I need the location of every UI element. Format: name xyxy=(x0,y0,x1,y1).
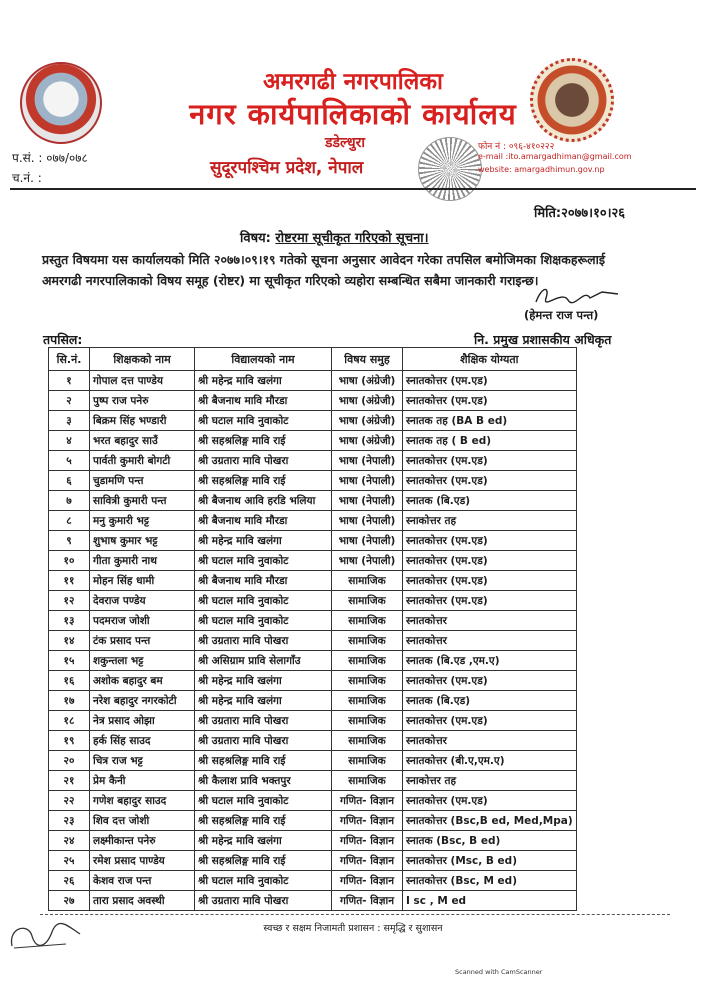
signature-mark xyxy=(532,284,622,308)
cell-subject: सामाजिक xyxy=(332,611,403,631)
cell-school: श्री सहश्रलिङ्ग मावि राई xyxy=(195,811,332,831)
cell-qualification: स्नातकोत्तर (एम.एड) xyxy=(403,391,577,411)
table-row xyxy=(49,691,577,711)
cell-school: श्री महेन्द्र मावि खलंगा xyxy=(195,691,332,711)
cell-sn: ७ xyxy=(49,491,90,511)
cell-sn: १० xyxy=(49,551,90,571)
cell-sn: २६ xyxy=(49,871,90,891)
cell-school: श्री उग्रतारा मावि पोखरा xyxy=(195,631,332,651)
cell-school: श्री उग्रतारा मावि पोखरा xyxy=(195,731,332,751)
cell-subject: सामाजिक xyxy=(332,671,403,691)
cell-teacher: अशोक बहादुर बम xyxy=(90,671,195,691)
table-row xyxy=(49,611,577,631)
cell-subject: सामाजिक xyxy=(332,711,403,731)
table-row xyxy=(49,791,577,811)
cell-qualification: स्नातक (Bsc, B ed) xyxy=(403,831,577,851)
cell-subject: सामाजिक xyxy=(332,751,403,771)
cell-school: श्री महेन्द्र मावि खलंगा xyxy=(195,531,332,551)
cell-qualification: स्नातकोत्तर (एम.एड) xyxy=(403,531,577,551)
cell-subject: सामाजिक xyxy=(332,771,403,791)
table-row xyxy=(49,431,577,451)
cell-teacher: पदमराज जोशी xyxy=(90,611,195,631)
cell-teacher: लक्ष्मीकान्त पनेरु xyxy=(90,831,195,851)
cell-sn: २१ xyxy=(49,771,90,791)
table-row xyxy=(49,771,577,791)
signer-designation: नि. प्रमुख प्रशासकीय अधिकृत xyxy=(474,332,612,347)
cell-teacher: मोहन सिंह धामी xyxy=(90,571,195,591)
cell-sn: ९ xyxy=(49,531,90,551)
cell-sn: ६ xyxy=(49,471,90,491)
cell-sn: १४ xyxy=(49,631,90,651)
cell-teacher: गीता कुमारी नाथ xyxy=(90,551,195,571)
cell-school: श्री बैजनाथ मावि मौरडा xyxy=(195,511,332,531)
table-row xyxy=(49,631,577,651)
footer-slogan: स्वच्छ र सक्षम निजामती प्रशासन : समृद्धि र सुशासन xyxy=(263,923,443,934)
signer-name: (हेमन्त राज पन्त) xyxy=(524,308,599,322)
cell-school: श्री महेन्द्र मावि खलंगा xyxy=(195,831,332,851)
cell-subject: सामाजिक xyxy=(332,631,403,651)
scanner-watermark: Scanned with CamScanner xyxy=(455,968,543,976)
annex-label: तपसिल: xyxy=(43,332,83,347)
cell-school: श्री सहश्रलिङ्ग मावि राई xyxy=(195,471,332,491)
cell-school: श्री महेन्द्र मावि खलंगा xyxy=(195,671,332,691)
table-row xyxy=(49,571,577,591)
cell-school: श्री घटाल मावि नुवाकोट xyxy=(195,871,332,891)
cell-qualification: स्नातकोत्तर (एम.एड) xyxy=(403,671,577,691)
province-name: सुदूरपश्चिम प्रदेश, नेपाल xyxy=(210,158,364,178)
cell-sn: ४ xyxy=(49,431,90,451)
table-row xyxy=(49,551,577,571)
cell-subject: भाषा (नेपाली) xyxy=(332,551,403,571)
table-row xyxy=(49,731,577,751)
cell-teacher: मनु कुमारी भट्ट xyxy=(90,511,195,531)
cell-qualification: स्नातकोत्तर xyxy=(403,631,577,651)
table-row xyxy=(49,491,577,511)
cell-school: श्री घटाल मावि नुवाकोट xyxy=(195,411,332,431)
cell-teacher: गणेश बहादुर साउद xyxy=(90,791,195,811)
cell-teacher: सावित्री कुमारी पन्त xyxy=(90,491,195,511)
cell-subject: सामाजिक xyxy=(332,731,403,751)
cell-qualification: स्नातक (बि.एड) xyxy=(403,691,577,711)
cell-subject: भाषा (नेपाली) xyxy=(332,451,403,471)
table-row xyxy=(49,671,577,691)
email-address: e-mail :ito.amargadhiman@gmail.com xyxy=(478,152,632,161)
cell-qualification: स्नातक (बि.एड ,एम.ए) xyxy=(403,651,577,671)
cell-school: श्री घटाल मावि नुवाकोट xyxy=(195,611,332,631)
cell-sn: ३ xyxy=(49,411,90,431)
col-header-subject: विषय समुह xyxy=(332,348,403,371)
cell-teacher: पुष्प राज पनेरु xyxy=(90,391,195,411)
cell-qualification: स्नातकोत्तर (एम.एड) xyxy=(403,451,577,471)
cell-teacher: शुभाष कुमार भट्ट xyxy=(90,531,195,551)
cell-qualification: स्नातकोत्तर (बी.ए,एम.ए) xyxy=(403,751,577,771)
cell-teacher: चित्र राज भट्ट xyxy=(90,751,195,771)
cell-school: श्री सहश्रलिङ्ग मावि राई xyxy=(195,751,332,771)
teacher-roster-table xyxy=(48,347,577,911)
cell-subject: सामाजिक xyxy=(332,591,403,611)
cell-school: श्री उग्रतारा मावि पोखरा xyxy=(195,451,332,471)
cell-school: श्री कैलाश प्रावि भक्तपुर xyxy=(195,771,332,791)
cell-sn: १३ xyxy=(49,611,90,631)
cell-qualification: स्नातकोत्तर xyxy=(403,611,577,631)
cell-qualification: स्नातकोत्तर (एम.एड) xyxy=(403,791,577,811)
letter-ref-ps: प.सं. : ०७७/०७८ xyxy=(12,151,88,165)
cell-school: श्री बैजनाथ मावि मौरडा xyxy=(195,391,332,411)
cell-teacher: बिक्रम सिंह भण्डारी xyxy=(90,411,195,431)
table-row xyxy=(49,471,577,491)
cell-sn: २७ xyxy=(49,891,90,911)
cell-qualification: स्नातकोत्तर (Msc, B ed) xyxy=(403,851,577,871)
cell-subject: भाषा (नेपाली) xyxy=(332,491,403,511)
cell-teacher: शिव दत्त जोशी xyxy=(90,811,195,831)
letter-body: प्रस्तुत विषयमा यस कार्यालयको मिति २०७७।०९।१९ गतेको सूचना अनुसार आवेदन गरेका तपसिल बमोजिमका शिक्षकहरूलाई अमरगढी नगरपालिकाको विषय समूह (रोष्टर) मा सूचीकृत गरिएको व्यहोरा सम्बन्धित सबैमा जानकारी गराइन्छ। xyxy=(42,252,606,288)
cell-subject: भाषा (अंग्रेजी) xyxy=(332,391,403,411)
cell-school: श्री उग्रतारा मावि पोखरा xyxy=(195,891,332,911)
cell-qualification: स्नातक तह (BA B ed) xyxy=(403,411,577,431)
cell-subject: सामाजिक xyxy=(332,651,403,671)
cell-school: श्री बैजनाथ आवि हरडि भलिया xyxy=(195,491,332,511)
table-row xyxy=(49,851,577,871)
cell-sn: १५ xyxy=(49,651,90,671)
cell-sn: २० xyxy=(49,751,90,771)
phone-number: फोन नं : ०९६-४१०२२२ xyxy=(478,142,555,152)
table-row xyxy=(49,451,577,471)
cell-teacher: प्रेम कैनी xyxy=(90,771,195,791)
org-name: अमरगढी नगरपालिका xyxy=(263,69,443,95)
cell-qualification: स्नातकोत्तर (एम.एड) xyxy=(403,711,577,731)
cell-subject: गणित- विज्ञान xyxy=(332,871,403,891)
cell-school: श्री सहश्रलिङ्ग मावि राई xyxy=(195,851,332,871)
website-address: website: amargadhimun.gov.np xyxy=(478,165,605,174)
cell-subject: भाषा (नेपाली) xyxy=(332,531,403,551)
cell-school: श्री घटाल मावि नुवाकोट xyxy=(195,591,332,611)
cell-subject: सामाजिक xyxy=(332,691,403,711)
cell-teacher: पार्वती कुमारी बोगटी xyxy=(90,451,195,471)
cell-school: श्री बैजनाथ मावि मौरडा xyxy=(195,571,332,591)
col-header-teacher: शिक्षकको नाम xyxy=(90,348,195,371)
cell-subject: गणित- विज्ञान xyxy=(332,891,403,911)
cell-teacher: गोपाल दत्त पाण्डेय xyxy=(90,371,195,391)
cell-subject: भाषा (अंग्रेजी) xyxy=(332,431,403,451)
table-row xyxy=(49,751,577,771)
cell-qualification: स्नाकोत्तर तह xyxy=(403,771,577,791)
cell-teacher: तारा प्रसाद अवस्थी xyxy=(90,891,195,911)
table-row xyxy=(49,531,577,551)
cell-teacher: हर्क सिंह साउद xyxy=(90,731,195,751)
cell-sn: १२ xyxy=(49,591,90,611)
cell-subject: गणित- विज्ञान xyxy=(332,811,403,831)
cell-sn: १६ xyxy=(49,671,90,691)
cell-subject: भाषा (नेपाली) xyxy=(332,511,403,531)
cell-sn: ८ xyxy=(49,511,90,531)
cell-school: श्री सहश्रलिङ्ग मावि राई xyxy=(195,431,332,451)
cell-sn: १ xyxy=(49,371,90,391)
cell-teacher: केशव राज पन्त xyxy=(90,871,195,891)
cell-school: श्री महेन्द्र मावि खलंगा xyxy=(195,371,332,391)
cell-teacher: रमेश प्रसाद पाण्डेय xyxy=(90,851,195,871)
table-row xyxy=(49,591,577,611)
cell-teacher: टंक प्रसाद पन्त xyxy=(90,631,195,651)
table-row xyxy=(49,511,577,531)
office-stamp xyxy=(418,137,482,201)
cell-subject: गणित- विज्ञान xyxy=(332,831,403,851)
cell-sn: १७ xyxy=(49,691,90,711)
cell-subject: भाषा (नेपाली) xyxy=(332,471,403,491)
cell-sn: ५ xyxy=(49,451,90,471)
col-header-school: विद्यालयको नाम xyxy=(195,348,332,371)
cell-qualification: स्नातकोत्तर (एम.एड) xyxy=(403,371,577,391)
cell-teacher: देवराज पण्डेय xyxy=(90,591,195,611)
header-divider xyxy=(10,188,696,190)
table-row xyxy=(49,391,577,411)
cell-sn: १८ xyxy=(49,711,90,731)
subject-text: रोष्टरमा सूचीकृत गरिएको सूचना। xyxy=(275,231,429,246)
table-row xyxy=(49,651,577,671)
place-name: डडेल्धुरा xyxy=(325,135,365,151)
cell-qualification: स्नातक (बि.एड) xyxy=(403,491,577,511)
cell-teacher: नरेश बहादुर नगरकोटी xyxy=(90,691,195,711)
cell-sn: २ xyxy=(49,391,90,411)
cell-qualification: स्नातकोत्तर (एम.एड) xyxy=(403,551,577,571)
table-row xyxy=(49,371,577,391)
footer-divider xyxy=(40,914,670,915)
letter-ref-cn: च.नं. : xyxy=(12,171,42,185)
cell-subject: सामाजिक xyxy=(332,571,403,591)
cell-teacher: नेत्र प्रसाद ओझा xyxy=(90,711,195,731)
office-name: नगर कार्यपालिकाको कार्यालय xyxy=(189,97,517,131)
cell-qualification: स्नातकोत्तर (Bsc, M ed) xyxy=(403,871,577,891)
table-row xyxy=(49,891,577,911)
cell-sn: २३ xyxy=(49,811,90,831)
cell-qualification: स्नातक तह ( B ed) xyxy=(403,431,577,451)
cell-school: श्री उग्रतारा मावि पोखरा xyxy=(195,711,332,731)
cell-teacher: शकुन्तला भट्ट xyxy=(90,651,195,671)
col-header-qualification: शैक्षिक योग्यता xyxy=(403,348,577,371)
cell-qualification: स्नातकोत्तर (Bsc,B ed, Med,Mpa) xyxy=(403,811,577,831)
cell-qualification: स्नातकोत्तर xyxy=(403,731,577,751)
cell-sn: २२ xyxy=(49,791,90,811)
cell-school: श्री असिग्राम प्रावि सेलागाँउ xyxy=(195,651,332,671)
cell-school: श्री घटाल मावि नुवाकोट xyxy=(195,551,332,571)
subject-label: विषय: xyxy=(240,231,271,246)
cell-teacher: भरत बहादुर साउँ xyxy=(90,431,195,451)
cell-school: श्री घटाल मावि नुवाकोट xyxy=(195,791,332,811)
table-row xyxy=(49,411,577,431)
table-row xyxy=(49,711,577,731)
table-row xyxy=(49,871,577,891)
table-row xyxy=(49,811,577,831)
table-header-row xyxy=(49,348,577,371)
letter-date: मिति:२०७७।१०।२६ xyxy=(534,206,626,221)
table-row xyxy=(49,831,577,851)
cell-sn: ११ xyxy=(49,571,90,591)
cell-subject: भाषा (अंग्रेजी) xyxy=(332,411,403,431)
cell-qualification: स्नातकोत्तर (एम.एड) xyxy=(403,571,577,591)
letter-subject xyxy=(240,228,429,246)
cell-sn: १९ xyxy=(49,731,90,751)
cell-subject: भाषा (अंग्रेजी) xyxy=(332,371,403,391)
cell-qualification: स्नाकोत्तर तह xyxy=(403,511,577,531)
col-header-sn: सि.नं. xyxy=(49,348,90,371)
cell-sn: २४ xyxy=(49,831,90,851)
cell-subject: गणित- विज्ञान xyxy=(332,791,403,811)
cell-qualification: स्नातकोत्तर (एम.एड) xyxy=(403,471,577,491)
cell-qualification: I sc , M ed xyxy=(403,891,577,911)
cell-sn: २५ xyxy=(49,851,90,871)
cell-qualification: स्नातकोत्तर (एम.एड) xyxy=(403,591,577,611)
cell-subject: गणित- विज्ञान xyxy=(332,851,403,871)
cell-teacher: चुडामणि पन्त xyxy=(90,471,195,491)
